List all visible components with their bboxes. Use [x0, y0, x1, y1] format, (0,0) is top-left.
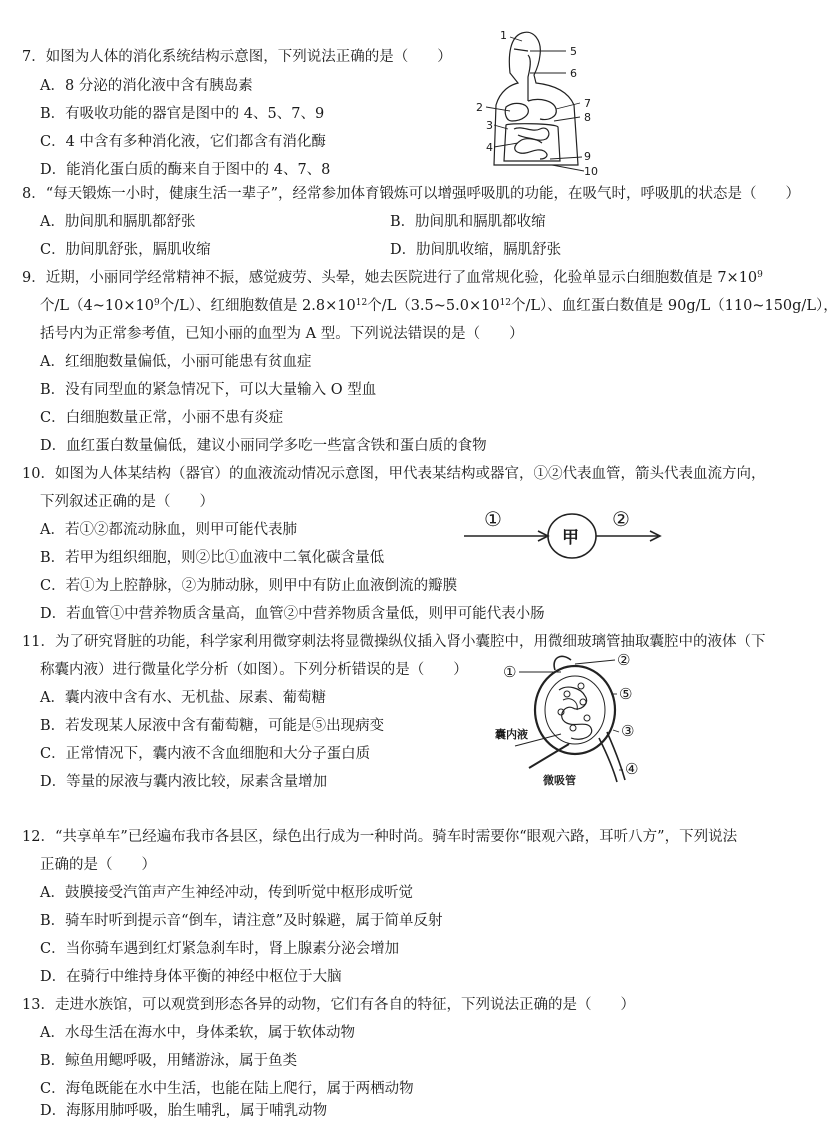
digestive-label-8: 8: [584, 111, 591, 124]
vessel-label-2: ②: [612, 507, 630, 531]
q10-option-b: B．若甲为组织细胞，则②比①血液中二氧化碳含量低: [40, 550, 385, 566]
q10-option-a: A．若①②都流动脉血，则甲可能代表肺: [40, 522, 297, 538]
q12-option-b: B．骑车时听到提示音“倒车，请注意”及时躲避，属于简单反射: [40, 913, 443, 929]
q10-option-c: C．若①为上腔静脉，②为肺动脉，则甲中有防止血液倒流的瓣膜: [40, 578, 458, 594]
digestive-system-figure: [470, 25, 600, 177]
vessel-label-1: ①: [484, 507, 502, 531]
q11-option-a: A．囊内液中含有水、无机盐、尿素、葡萄糖: [40, 690, 326, 706]
q7-option-d: D．能消化蛋白质的酶来自于图中的 4、7、8: [40, 162, 331, 178]
digestive-label-4: 4: [486, 141, 493, 154]
q13-option-c: C．海龟既能在水中生活，也能在陆上爬行，属于两栖动物: [40, 1081, 414, 1097]
kidney-label-5: ⑤: [619, 685, 633, 703]
q12-option-d: D．在骑行中维持身体平衡的神经中枢位于大脑: [40, 969, 342, 985]
q11-option-b: B．若发现某人尿液中含有葡萄糖，可能是⑤出现病变: [40, 718, 385, 734]
kidney-label-3: ③: [621, 722, 635, 740]
q9-stem-line1: 9．近期，小丽同学经常精神不振，感觉疲劳、头晕，她去医院进行了血常规化验，化验单显示白细胞数值是 $7\times 10^9$: [22, 270, 763, 286]
q12-option-a: A．鼓膜接受汽笛声产生神经冲动，传到听觉中枢形成听觉: [40, 885, 413, 901]
organ-label-jia: 甲: [562, 528, 579, 548]
q7-option-b: B．有吸收功能的器官是图中的 4、5、7、9: [40, 106, 325, 122]
q9-option-d: D．血红蛋白数量偏低，建议小丽同学多吃一些富含铁和蛋白质的食物: [40, 438, 487, 454]
q11-option-d: D．等量的尿液与囊内液比较，尿素含量增加: [40, 774, 328, 790]
q12-stem-line2: 正确的是（ ）: [40, 857, 156, 873]
q7-option-a: A．8 分泌的消化液中含有胰岛素: [40, 78, 253, 94]
q12-option-c: C．当你骑车遇到红灯紧急刹车时，肾上腺素分泌会增加: [40, 941, 400, 957]
kidney-label-1: ①: [503, 663, 517, 681]
q13-option-d: D．海豚用肺呼吸，胎生哺乳，属于哺乳动物: [40, 1103, 328, 1119]
digestive-label-9: 9: [584, 150, 591, 163]
blood-flow-figure: [462, 500, 662, 562]
q9-option-a: A．红细胞数量偏低，小丽可能患有贫血症: [40, 354, 312, 370]
digestive-label-6: 6: [570, 67, 577, 80]
q12-stem-line1: 12．“共享单车”已经遍布我市各县区，绿色出行成为一种时尚。骑车时需要你“眼观六路，耳听八方”，下列说法: [22, 829, 738, 845]
q13-stem: 13．走进水族馆，可以观赏到形态各异的动物，它们有各自的特征，下列说法正确的是（ ）: [22, 997, 635, 1013]
capsule-fluid-label: 囊内液: [495, 728, 528, 741]
q11-stem-line1: 11．为了研究肾脏的功能，科学家利用微穿刺法将显微操纵仪插入肾小囊腔中，用微细玻璃管抽取囊腔中的液体（下: [22, 634, 766, 650]
micropipette-label: 微吸管: [543, 774, 576, 787]
kidney-label-2: ②: [617, 651, 631, 669]
digestive-label-2: 2: [476, 101, 483, 114]
digestive-label-3: 3: [486, 119, 493, 132]
kidney-label-4: ④: [625, 760, 639, 778]
q8-option-c: C．肋间肌舒张，膈肌收缩: [40, 242, 211, 258]
q9-option-b: B．没有同型血的紧急情况下，可以大量输入 O 型血: [40, 382, 377, 398]
q9-stem-line3: 括号内为正常参考值，已知小丽的血型为 A 型。下列说法错误的是（ ）: [40, 326, 524, 342]
q10-stem-line1: 10．如图为人体某结构（器官）的血液流动情况示意图，甲代表某结构或器官，①②代表血管，箭头代表血流方向，: [22, 466, 766, 482]
q9-option-c: C．白细胞数量正常，小丽不患有炎症: [40, 410, 284, 426]
q9-stem-line2: 个$/L(4\sim 10\times 10^9$个/L）、红细胞数值是 $2.8\times 10^{12}$个$/L(3.5\sim 5.0\times 10^{12}$个/L）、血红蛋白数值是 90g/L（110~150g/L），: [40, 298, 838, 314]
digestive-label-1: 1: [500, 29, 507, 42]
q10-stem-line2: 下列叙述正确的是（ ）: [40, 494, 214, 510]
digestive-label-10: 10: [584, 165, 598, 178]
q7-option-c: C．4 中含有多种消化液，它们都含有消化酶: [40, 134, 326, 150]
q10-option-d: D．若血管①中营养物质含量高，血管②中营养物质含量低，则甲可能代表小肠: [40, 606, 545, 622]
digestive-label-5: 5: [570, 45, 577, 58]
q11-option-c: C．正常情况下，囊内液不含血细胞和大分子蛋白质: [40, 746, 371, 762]
q13-option-b: B．鲸鱼用鳃呼吸，用鳍游泳，属于鱼类: [40, 1053, 298, 1069]
kidney-capsule-figure: [495, 650, 655, 790]
q8-option-d: D．肋间肌收缩，膈肌舒张: [390, 242, 562, 258]
q8-option-b: B．肋间肌和膈肌都收缩: [390, 214, 546, 230]
q13-option-a: A．水母生活在海水中，身体柔软，属于软体动物: [40, 1025, 355, 1041]
q7-stem: 7．如图为人体的消化系统结构示意图，下列说法正确的是（ ）: [22, 49, 452, 65]
digestive-label-7: 7: [584, 97, 591, 110]
q8-stem: 8．“每天锻炼一小时，健康生活一辈子”，经常参加体育锻炼可以增强呼吸肌的功能，在吸气时，呼吸肌的状态是（ ）: [22, 186, 801, 202]
q11-stem-line2: 称囊内液）进行微量化学分析（如图）。下列分析错误的是（ ）: [40, 662, 468, 678]
q8-option-a: A．肋间肌和膈肌都舒张: [40, 214, 196, 230]
